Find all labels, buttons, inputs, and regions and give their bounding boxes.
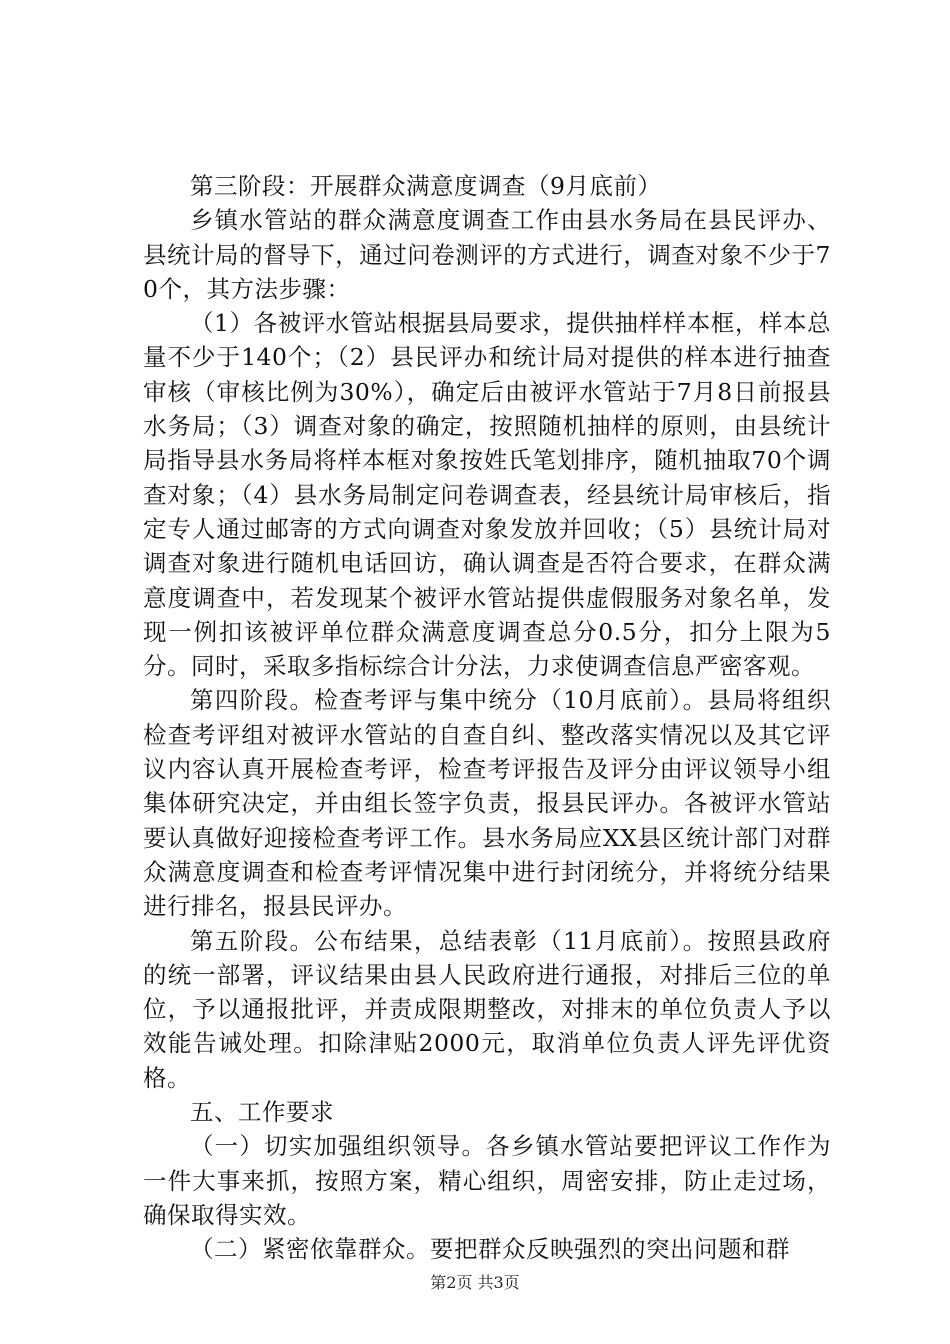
paragraph-stage-three-heading: 第三阶段：开展群众满意度调查（9月底前）: [190, 172, 662, 200]
paragraph-stage-five: 第五阶段。公布结果，总结表彰（11月底前）。按照县政府的统一部署，评议结果由县人民政府进行通报，对排后三位的单位，予以通报批评，并责成限期整改，对排末的单位负责人予以效能告诫处理。扣除津贴2000元，取消单位负责人评先评优资格。: [143, 926, 831, 1092]
section-heading-work-requirements: 五、工作要求: [190, 1098, 334, 1127]
paragraph-stage-four: 第四阶段。检查考评与集中统分（10月底前）。县局将组织检查考评组对被评水管站的自查自纠、整改落实情况以及其它评议内容认真开展检查考评，检查考评报告及评分由评议领导小组集体研究决定，并由组长签字负责，报县民评办。各被评水管站要认真做好迎接检查考评工作。县水务局应XX县区统计部门对群众满意度调查和检查考评情况集中进行封闭统分，并将统分结果进行排名，报县民评办。: [143, 686, 831, 921]
paragraph-survey-steps: （1）各被评水管站根据县局要求，提供抽样样本框，样本总量不少于140个；（2）县民评办和统计局对提供的样本进行抽查审核（审核比例为30%），确定后由被评水管站于7月8日前报县水务局；（3）调查对象的确定，按照随机抽样的原则，由县统计局指导县水务局将样本框对象按姓氏笔划排序，随机抽取70个调查对象；（4）县水务局制定问卷调查表，经县统计局审核后，指定专人通过邮寄的方式向调查对象发放并回收；（5）县统计局对调查对象进行随机电话回访，确认调查是否符合要求，在群众满意度调查中，若发现某个被评水管站提供虚假服务对象名单，发现一例扣该被评单位群众满意度调查总分0.5分，扣分上限为5分。同时，采取多指标综合计分法，力求使调查信息严密客观。: [143, 309, 831, 681]
page-number-footer: 第2页 共3页: [430, 1273, 520, 1292]
paragraph-requirement-two: （二）紧密依靠群众。要把群众反映强烈的突出问题和群: [190, 1235, 790, 1264]
paragraph-requirement-one: （一）切实加强组织领导。各乡镇水管站要把评议工作作为一件大事来抓，按照方案，精心组织，周密安排，防止走过场，确保取得实效。: [143, 1132, 831, 1229]
paragraph-survey-intro: 乡镇水管站的群众满意度调查工作由县水务局在县民评办、县统计局的督导下，通过问卷测评的方式进行，调查对象不少于70个，其方法步骤：: [143, 206, 831, 303]
document-body: [143, 169, 831, 1267]
